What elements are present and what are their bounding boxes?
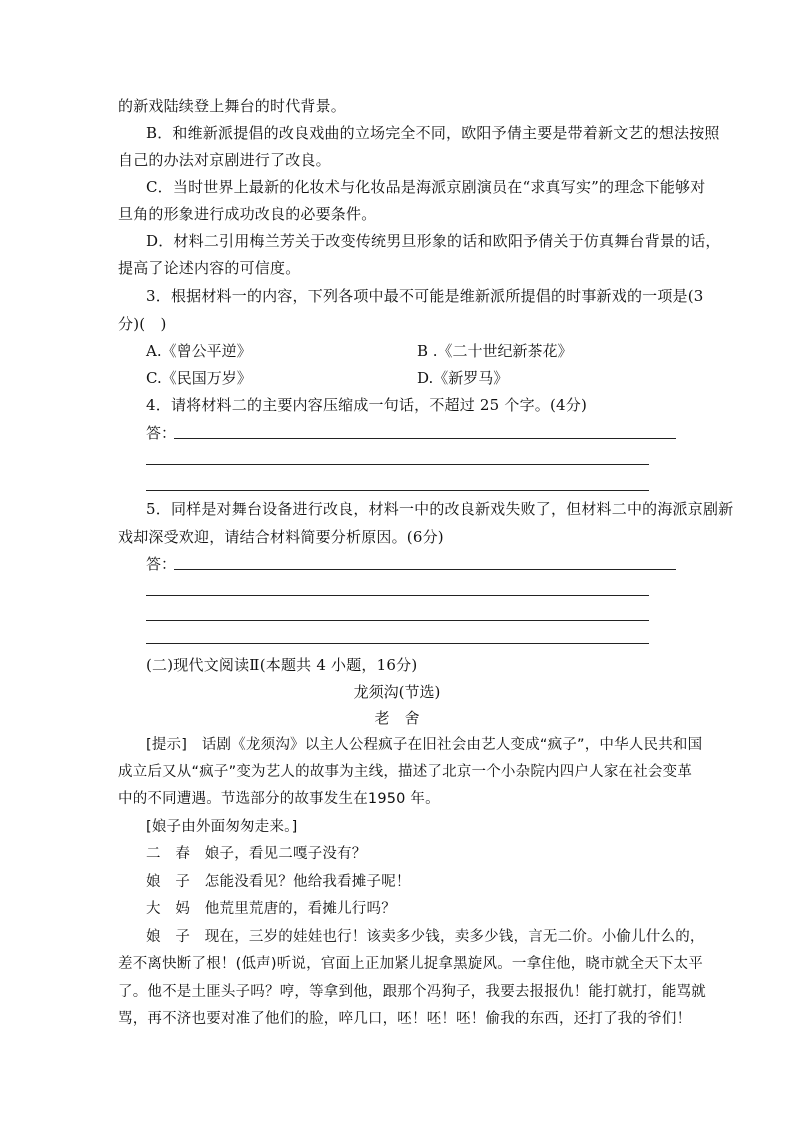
answer-line [146, 620, 649, 621]
tip-line: 中的不同遭遇。节选部分的故事发生在1950 年。 [118, 791, 440, 807]
dialogue-line: 大 妈 他荒里荒唐的，看摊儿行吗？ [146, 901, 396, 917]
option-c-line: C．当时世界上最新的化妆术与化妆品是海派京剧演员在“求真写实”的理念下能够对 [146, 178, 706, 196]
text-line: 提高了论述内容的可信度。 [118, 259, 301, 277]
answer-line [174, 569, 676, 570]
question-5: 5．同样是对舞台设备进行改良，材料一中的改良新戏失败了，但材料二中的海派京剧新 [146, 500, 734, 518]
text-line: 的新戏陆续登上舞台的时代背景。 [118, 97, 347, 115]
answer-line [146, 464, 649, 465]
dialogue-line: 二 春 娘子，看见二嘎子没有？ [146, 846, 367, 862]
option-b: B .《二十世纪新茶花》 [417, 342, 573, 360]
answer-line [146, 595, 649, 596]
tip-line: 成立后又从“疯子”变为艺人的故事为主线，描述了北京一个小杂院内四户人家在社会变革 [118, 764, 693, 780]
passage-author: 老 舍 [374, 709, 420, 727]
text-line: 旦角的形象进行成功改良的必要条件。 [118, 205, 377, 223]
passage-title: 龙须沟(节选) [353, 683, 441, 701]
question-3-cont: 分)( ) [118, 315, 167, 333]
dialogue-line: 差不离快断了根！(低声)听说，官面上正加紧儿捉拿黑旋风。一拿住他，晓市就全天下太平 [118, 956, 704, 972]
option-b-line: B．和维新派提倡的改良戏曲的立场完全不同，欧阳予倩主要是带着新文艺的想法按照 [146, 124, 720, 142]
answer-line [146, 490, 649, 491]
dialogue-line: 娘 子 怎能没看见？他给我看摊子呢！ [146, 874, 411, 890]
answer-label: 答： [146, 555, 177, 573]
text-line: 自己的办法对京剧进行了改良。 [118, 151, 331, 169]
question-4: 4．请将材料二的主要内容压缩成一句话，不超过 25 个字。(4分) [146, 396, 588, 414]
question-3: 3．根据材料一的内容，下列各项中最不可能是维新派所提倡的时事新戏的一项是(3 [146, 287, 704, 305]
option-a: A.《曾公平逆》 [146, 342, 252, 360]
stage-direction: [娘子由外面匆匆走来。] [146, 819, 298, 835]
dialogue-line: 了。他不是土匪头子吗？哼，等拿到他，跟那个冯狗子，我要去报报仇！能打就打，能骂就 [118, 984, 706, 1000]
answer-line [174, 438, 676, 439]
option-c: C.《民国万岁》 [146, 369, 252, 387]
section-heading: (二)现代文阅读Ⅱ(本题共 4 小题，16分) [146, 656, 418, 674]
dialogue-line: 娘 子 现在，三岁的娃娃也行！该卖多少钱，卖多少钱，言无二价。小偷儿什么的， [146, 929, 705, 945]
answer-line [146, 643, 649, 644]
option-d-line: D．材料二引用梅兰芳关于改变传统男旦形象的话和欧阳予倩关于仿真舞台背景的话， [146, 232, 721, 250]
answer-label: 答： [146, 424, 177, 442]
option-d: D.《新罗马》 [417, 369, 509, 387]
tip-line: [提示] 话剧《龙须沟》以主人公程疯子在旧社会由艺人变成“疯子”，中华人民共和国 [146, 737, 703, 753]
question-5-cont: 戏却深受欢迎，请结合材料简要分析原因。(6分) [118, 528, 444, 546]
dialogue-line: 骂，再不济也要对准了他们的脸，啐几口，呸！呸！呸！偷我的东西，还打了我的爷们！ [118, 1011, 692, 1027]
